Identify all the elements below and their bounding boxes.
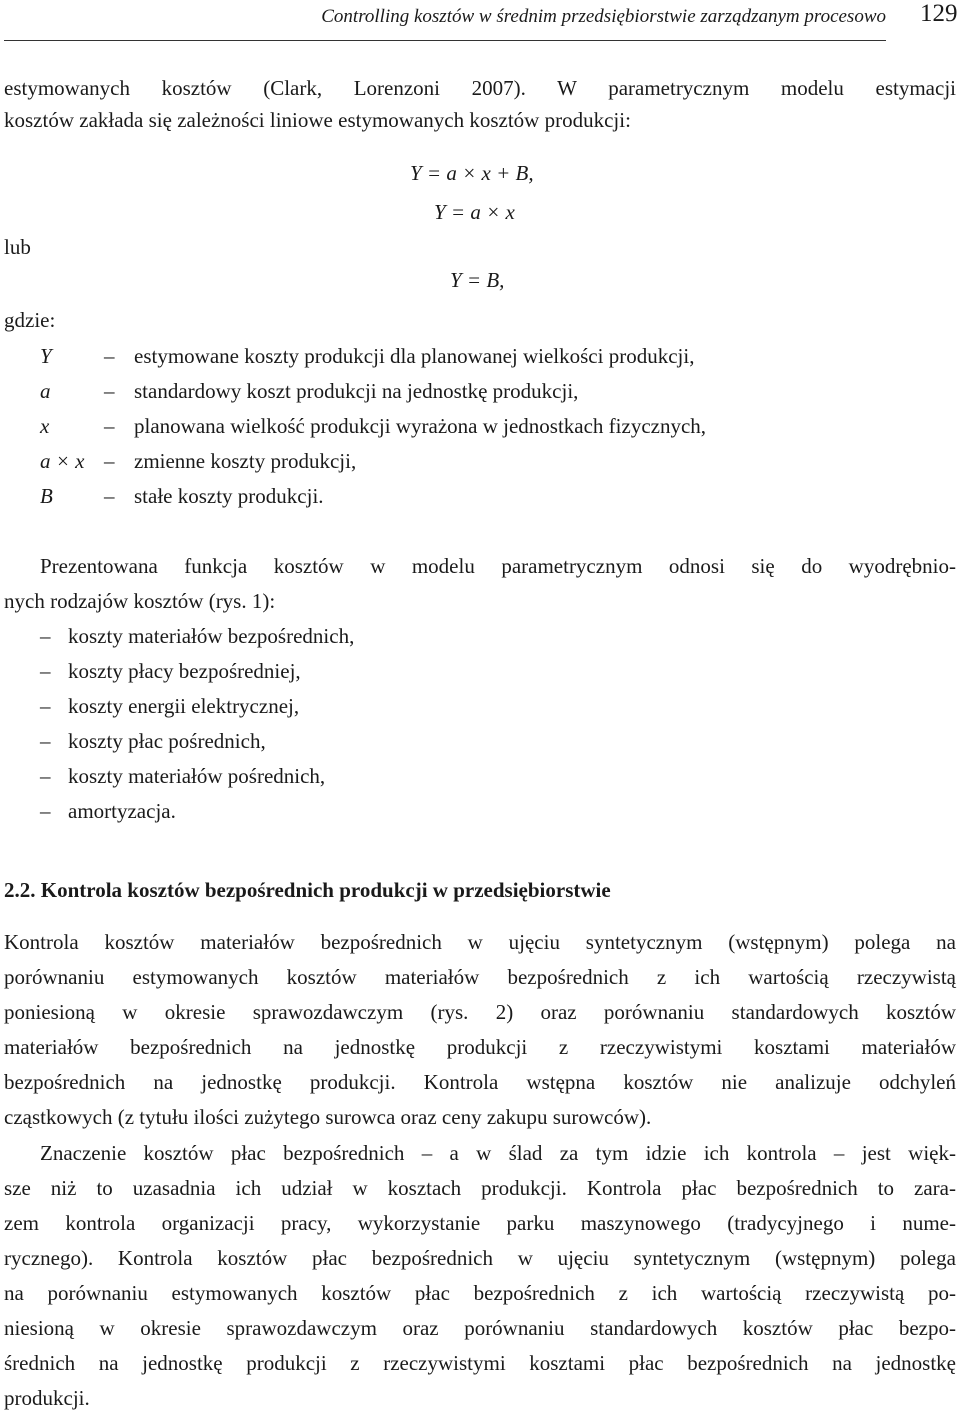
paragraph-line: na porównaniu estymowanych kosztów płac bezpośrednich z ich wartością rzeczywistą po- bbox=[4, 1281, 956, 1305]
running-header bbox=[4, 0, 886, 41]
paragraph-line: sze niż to uzasadnia ich udział w kosztach produkcji. Kontrola płac bezpośrednich to zara- bbox=[4, 1176, 956, 1200]
list-dash: – bbox=[40, 764, 51, 788]
definition-symbol: B bbox=[40, 484, 53, 508]
paragraph-line: porównaniu estymowanych kosztów materiałów bezpośrednich z ich wartością rzeczywistą bbox=[4, 965, 956, 989]
paragraph-line: cząstkowych (z tytułu ilości zużytego surowca oraz ceny zakupu surowców). bbox=[4, 1105, 652, 1129]
paragraph-line: zem kontrola organizacji pracy, wykorzystanie parku maszynowego (tradycyjnego i nume- bbox=[4, 1211, 956, 1235]
gdzie-label: gdzie: bbox=[4, 308, 56, 332]
paragraph-line: Kontrola kosztów materiałów bezpośrednich w ujęciu syntetycznym (wstępnym) polega na bbox=[4, 930, 956, 954]
intro-line-1: estymowanych kosztów (Clark, Lorenzoni 2007). W parametrycznym modelu estymacji bbox=[4, 76, 956, 100]
definition-dash: – bbox=[104, 414, 115, 438]
definition-text: estymowane koszty produkcji dla planowanej wielkości produkcji, bbox=[134, 344, 695, 368]
list-dash: – bbox=[40, 624, 51, 648]
paragraph2-line-2: nych rodzajów kosztów (rys. 1): bbox=[4, 589, 276, 613]
definition-symbol: a bbox=[40, 379, 51, 403]
paragraph-line: materiałów bezpośrednich na jednostkę produkcji z rzeczywistymi kosztami materiałów bbox=[4, 1035, 956, 1059]
definition-dash: – bbox=[104, 344, 115, 368]
formula-1: Y = a × x + B, bbox=[410, 161, 534, 185]
formula-3: Y = B, bbox=[450, 268, 505, 292]
list-dash: – bbox=[40, 799, 51, 823]
lub-label: lub bbox=[4, 235, 31, 259]
definition-text: zmienne koszty produkcji, bbox=[134, 449, 357, 473]
list-dash: – bbox=[40, 694, 51, 718]
running-title: Controlling kosztów w średnim przedsiębiorstwie zarządzanym procesowo bbox=[321, 6, 886, 27]
definition-text: planowana wielkość produkcji wyrażona w jednostkach fizycznych, bbox=[134, 414, 707, 438]
paragraph-line: bezpośrednich na jednostkę produkcji. Kontrola wstępna kosztów nie analizuje odchyleń bbox=[4, 1070, 956, 1094]
list-dash: – bbox=[40, 659, 51, 683]
paragraph-line: Znaczenie kosztów płac bezpośrednich – a w ślad za tym idzie ich kontrola – jest więk- bbox=[40, 1141, 956, 1165]
paragraph-line: rycznego). Kontrola kosztów płac bezpośrednich w ujęciu syntetycznym (wstępnym) polega bbox=[4, 1246, 956, 1270]
paragraph-line: poniesioną w okresie sprawozdawczym (rys. 2) oraz porównaniu standardowych kosztów bbox=[4, 1000, 956, 1024]
section-heading: 2.2. Kontrola kosztów bezpośrednich produkcji w przedsiębiorstwie bbox=[4, 878, 611, 902]
list-dash: – bbox=[40, 729, 51, 753]
page-number: 129 bbox=[920, 0, 958, 27]
paragraph-line: produkcji. bbox=[4, 1386, 90, 1410]
intro-line-2: kosztów zakłada się zależności liniowe estymowanych kosztów produkcji: bbox=[4, 108, 631, 132]
list-item: koszty płac pośrednich, bbox=[68, 729, 266, 753]
list-item: koszty energii elektrycznej, bbox=[68, 694, 300, 718]
paragraph-line: niesioną w okresie sprawozdawczym oraz porównaniu standardowych kosztów płac bezpo- bbox=[4, 1316, 956, 1340]
definition-dash: – bbox=[104, 379, 115, 403]
definition-text: stałe koszty produkcji. bbox=[134, 484, 324, 508]
definition-dash: – bbox=[104, 484, 115, 508]
definition-dash: – bbox=[104, 449, 115, 473]
list-item: koszty materiałów bezpośrednich, bbox=[68, 624, 355, 648]
list-item: amortyzacja. bbox=[68, 799, 176, 823]
formula-2: Y = a × x bbox=[434, 200, 515, 224]
paragraph2-line-1: Prezentowana funkcja kosztów w modelu parametrycznym odnosi się do wyodrębnio- bbox=[40, 554, 956, 578]
list-item: koszty materiałów pośrednich, bbox=[68, 764, 326, 788]
definition-symbol: Y bbox=[40, 344, 52, 368]
definition-symbol: a × x bbox=[40, 449, 85, 473]
definition-text: standardowy koszt produkcji na jednostkę produkcji, bbox=[134, 379, 579, 403]
definition-symbol: x bbox=[40, 414, 50, 438]
list-item: koszty płacy bezpośredniej, bbox=[68, 659, 301, 683]
paragraph-line: średnich na jednostkę produkcji z rzeczywistymi kosztami płac bezpośrednich na jednostkę bbox=[4, 1351, 956, 1375]
